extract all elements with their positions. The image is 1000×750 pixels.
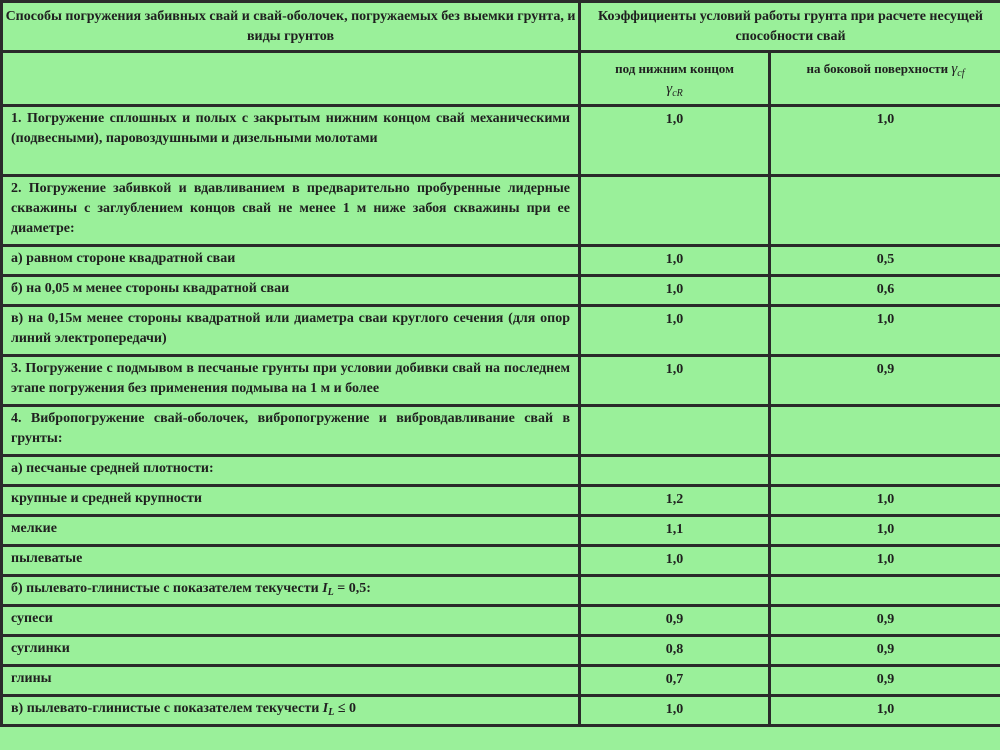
gamma-subscript: cf (957, 68, 965, 79)
row-coef-lower: 0,9 (580, 606, 770, 636)
table-row (2, 456, 1000, 486)
row-coef-side (770, 456, 1000, 486)
subheader-side-surface-label: на боковой поверхности (806, 61, 949, 76)
row-coef-side: 1,0 (770, 306, 1000, 356)
table-row (2, 106, 1000, 176)
row-method: супеси (2, 606, 580, 636)
row-method: крупные и средней крупности (2, 486, 580, 516)
row-method: суглинки (2, 636, 580, 666)
row-coef-side: 1,0 (770, 106, 1000, 176)
row-method (2, 696, 580, 726)
table-row (2, 666, 1000, 696)
table-row (2, 406, 1000, 456)
row-coef-side: 1,0 (770, 516, 1000, 546)
table-row (2, 636, 1000, 666)
row-coef-side (770, 176, 1000, 246)
row-coef-lower (580, 406, 770, 456)
liquidity-index-symbol (322, 581, 334, 596)
row-coef-side (770, 406, 1000, 456)
row-coef-side: 0,9 (770, 606, 1000, 636)
liquidity-index-subscript: L (327, 587, 334, 598)
liquidity-index-symbol (323, 701, 335, 716)
row-coef-lower: 1,0 (580, 546, 770, 576)
row-method: пылеватые (2, 546, 580, 576)
row-method-text-post: ≤ 0 (334, 701, 357, 716)
row-method: 2. Погружение забивкой и вдавливанием в предварительно пробуренные лидерные скважины с заглублением концов свай не менее 1 м ниже забоя скважины при ее диаметре: (2, 176, 580, 246)
header-coefficients-text: Коэффициенты условий работы грунта при расчете несущей способности свай (598, 9, 983, 44)
row-coef-lower: 1,0 (580, 696, 770, 726)
row-method: а) равном стороне квадратной сваи (2, 246, 580, 276)
table-row (2, 306, 1000, 356)
row-coef-side: 0,6 (770, 276, 1000, 306)
gamma-cr-symbol (666, 81, 682, 97)
subheader-side-surface (770, 52, 1000, 106)
gamma-symbol: γ (666, 81, 673, 97)
row-coef-lower: 0,7 (580, 666, 770, 696)
row-method: 1. Погружение сплошных и полых с закрытым нижним концом свай механическими (подвесными), паровоздушными и дизельными молотами (2, 106, 580, 176)
table-row (2, 576, 1000, 606)
row-coef-side: 0,9 (770, 636, 1000, 666)
row-coef-side: 1,0 (770, 486, 1000, 516)
gamma-cf-symbol (951, 61, 964, 77)
header-methods (2, 2, 580, 52)
subheader-row (2, 52, 1000, 106)
table-row (2, 486, 1000, 516)
table-row (2, 696, 1000, 726)
row-method: 3. Погружение с подмывом в песчаные грунты при условии добивки свай на последнем этапе погружения без применения подмыва на 1 м и более (2, 356, 580, 406)
table-row (2, 246, 1000, 276)
row-coef-side: 0,9 (770, 356, 1000, 406)
table-row (2, 176, 1000, 246)
row-method-text: в) пылевато-глинистые с показателем текучести (11, 701, 323, 716)
row-coef-lower: 1,0 (580, 306, 770, 356)
row-method: мелкие (2, 516, 580, 546)
subheader-lower-end (580, 52, 770, 106)
liquidity-index-letter: I (322, 701, 329, 716)
row-coef-side: 0,5 (770, 246, 1000, 276)
row-coef-lower: 1,2 (580, 486, 770, 516)
row-coef-side: 1,0 (770, 546, 1000, 576)
row-method (2, 576, 580, 606)
row-coef-lower (580, 576, 770, 606)
liquidity-index-letter: I (322, 581, 328, 596)
row-coef-lower: 0,8 (580, 636, 770, 666)
row-coef-side: 1,0 (770, 696, 1000, 726)
row-coef-lower (580, 456, 770, 486)
row-method: глины (2, 666, 580, 696)
row-coef-lower: 1,1 (580, 516, 770, 546)
row-coef-side (770, 576, 1000, 606)
row-method-text-post: = 0,5: (333, 581, 371, 596)
header-row (2, 2, 1000, 52)
table-row (2, 276, 1000, 306)
subheader-lower-end-label: под нижним концом (615, 61, 734, 76)
row-method: 4. Вибропогружение свай-оболочек, вибропогружение и вибровдавливание свай в грунты: (2, 406, 580, 456)
gamma-subscript: cR (672, 88, 683, 99)
row-method: б) на 0,05 м менее стороны квадратной сваи (2, 276, 580, 306)
liquidity-index-subscript: L (328, 707, 335, 718)
row-method-text: б) пылевато-глинистые с показателем текучести (11, 581, 323, 596)
row-coef-lower: 1,0 (580, 246, 770, 276)
table-row (2, 546, 1000, 576)
table-row (2, 356, 1000, 406)
row-coef-lower: 1,0 (580, 356, 770, 406)
table-row (2, 606, 1000, 636)
gamma-symbol: γ (951, 61, 958, 77)
row-coef-side: 0,9 (770, 666, 1000, 696)
row-coef-lower: 1,0 (580, 106, 770, 176)
table-row (2, 516, 1000, 546)
row-method: в) на 0,15м менее стороны квадратной или диаметра сваи круглого сечения (для опор линий электропередачи) (2, 306, 580, 356)
subheader-empty (2, 52, 580, 106)
header-coefficients (580, 2, 1000, 52)
row-method: а) песчаные средней плотности: (2, 456, 580, 486)
row-coef-lower (580, 176, 770, 246)
row-coef-lower: 1,0 (580, 276, 770, 306)
header-methods-text: Способы погружения забивных свай и свай-оболочек, погружаемых без выемки грунта, и виды грунтов (5, 9, 576, 44)
